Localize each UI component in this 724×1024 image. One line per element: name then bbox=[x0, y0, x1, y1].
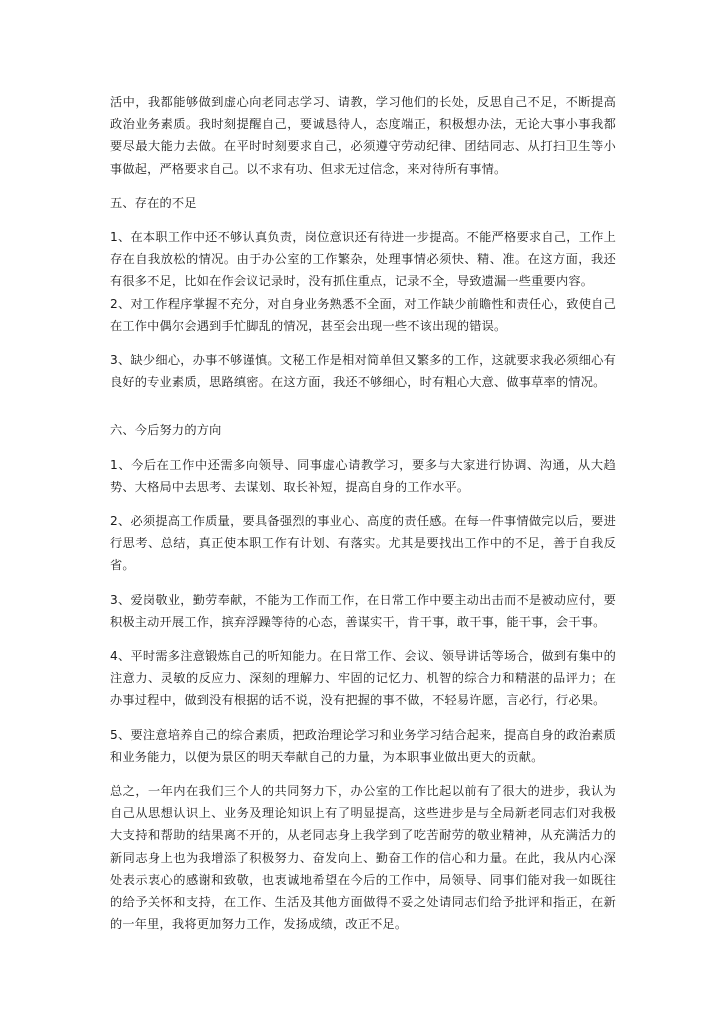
heading-future-direction: 六、今后努力的方向 bbox=[110, 423, 222, 438]
shortcoming-item-3: 3、缺少细心，办事不够谨慎。文秘工作是相对简单但又繁多的工作，这就要求我必须细心有良好的专业素质，思路缜密。在这方面，我还不够细心，时有粗心大意、做事草率的情况。 bbox=[110, 353, 616, 390]
paragraph-intro: 活中，我都能够做到虚心向老同志学习、请教，学习他们的长处，反思自己不足，不断提高政治业务素质。我时刻提醒自己，要诚恳待人，态度端正，积极想办法，无论大事小事我都要尽最大能力去做。在平时时刻要求自己，必须遵守劳动纪律、团结同志、从打扫卫生等小事做起，严格要求自己。以不求有功、但求无过信念，来对待所有事情。 bbox=[110, 95, 616, 176]
direction-item-3: 3、爱岗敬业，勤劳奉献，不能为工作而工作，在日常工作中要主动出击而不是被动应付，要积极主动开展工作，摈弃浮躁等待的心态，善谋实干，肯干事，敢干事，能干事，会干事。 bbox=[110, 592, 616, 629]
direction-item-4: 4、平时需多注意锻炼自己的听知能力。在日常工作、会议、领导讲话等场合，做到有集中的注意力、灵敏的反应力、深刻的理解力、牢固的记忆力、机智的综合力和精湛的品评力；在办事过程中，做到没有根据的话不说，没有把握的事不做，不轻易许愿，言必行，行必果。 bbox=[110, 649, 616, 708]
direction-item-2: 2、必须提高工作质量，要具备强烈的事业心、高度的责任感。在每一件事情做完以后，要进行思考、总结，真正使本职工作有计划、有落实。尤其是要找出工作中的不足，善于自我反省。 bbox=[110, 514, 616, 573]
heading-shortcomings: 五、存在的不足 bbox=[110, 195, 197, 210]
direction-item-5: 5、要注意培养自己的综合素质，把政治理论学习和业务学习结合起来，提高自身的政治素质和业务能力，以便为景区的明天奉献自己的力量，为本职事业做出更大的贡献。 bbox=[110, 727, 616, 764]
paragraph-summary: 总之，一年内在我们三个人的共同努力下，办公室的工作比起以前有了很大的进步，我认为自己从思想认识上、业务及理论知识上有了明显提高，这些进步是与全局新老同志们对我极大支持和帮助的结果离不开的，从老同志身上我学到了吃苦耐劳的敬业精神，从充满活力的新同志身上也为我增添了积极努力、奋发向上、勤奋工作的信心和力量。在此，我从内心深处表示衷心的感谢和致敬，也衷诚地希望在今后的工作中，局领导、同事们能对我一如既往的给予关怀和支持，在工作、生活及其他方面做得不妥之处请同志们给予批评和指正，在新的一年里，我将更加努力工作，发扬成绩，改正不足。 bbox=[110, 784, 616, 932]
shortcoming-item-1: 1、在本职工作中还不够认真负责，岗位意识还有待进一步提高。不能严格要求自己，工作上存在自我放松的情况。由于办公室的工作繁杂，处理事情必须快、精、准。在这方面，我还有很多不足，比如在作会议记录时，没有抓住重点，记录不全，导致遗漏一些重要内容。 bbox=[110, 230, 616, 289]
document-body bbox=[110, 91, 616, 948]
direction-item-1: 1、今后在工作中还需多向领导、同事虚心请教学习，要多与大家进行协调、沟通，从大趋势、大格局中去思考、去谋划、取长补短，提高自身的工作水平。 bbox=[110, 457, 616, 494]
shortcoming-item-2: 2、对工作程序掌握不充分，对自身业务熟悉不全面，对工作缺少前瞻性和责任心，致使自己在工作中偶尔会遇到手忙脚乱的情况，甚至会出现一些不该出现的错误。 bbox=[110, 296, 616, 333]
